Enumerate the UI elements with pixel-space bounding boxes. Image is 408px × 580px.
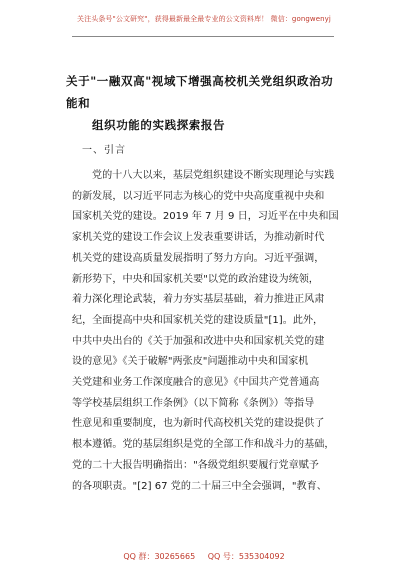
header-banner: 关注头条号"公文研究"，获得最新最全最专业的公文资料库！ 微信：gongwenyj [77,15,331,23]
body-line: 的新发展，以习近平同志为核心的党中央高度重视中央和 [72,190,325,202]
body-line: 关党建和业务工作深度融合的意见》《中国共产党普通高 [72,377,320,389]
title-line-1: 关于"一融双高"视域下增强高校机关党组织政治功能和 [66,74,334,110]
body-line: 性意见和重要制度，也为新时代高校机关党的建设提供了 [72,418,325,430]
body-line: 机关党的建设高质量发展指明了努力方向。习近平强调， [72,252,325,264]
body-line: 家机关党的建设工作会议上发表重要讲话，为推动新时代 [72,232,325,244]
footer-qq-number: QQ 号：535304092 [207,552,285,561]
body-line: 的各项职责。"[2] 67 党的二十届三中全会强调，"教育、 [72,480,327,492]
body-line: 党的十八大以来，基层党组织建设不断实现理论与实践 [92,170,335,181]
body-text [72,166,344,497]
section-heading: 一、引言 [82,145,126,156]
body-line: 等学校基层组织工作条例》（以下简称《条例》）等指导 [72,397,315,409]
body-line: 纪，全面提高中央和国家机关党的建设质量"[1]。此外， [72,314,324,326]
body-line: 设的意见》《关于破解"两张皮"问题推动中央和国家机 [72,356,309,368]
title-line-2: 组织功能的实践探索报告 [92,118,226,132]
body-line: 根本遵循。党的基层组织是党的全部工作和战斗力的基础， [72,439,335,451]
footer [0,551,408,562]
document-title [66,70,342,136]
body-line: 着力深化理论武装，着力夯实基层基础，着力推进正风肃 [72,294,325,306]
body-line: 新形势下，中央和国家机关要"以党的政治建设为统领， [72,273,319,285]
body-line: 国家机关党的建设。2019 年 7 月 9 日，习近平在中央和国 [72,211,339,223]
header-divider [72,36,334,37]
body-line: 中共中央出台的《关于加强和改进中央和国家机关党的建 [72,335,325,347]
body-line: 党的二十大报告明确指出："各级党组织要履行党章赋予 [72,459,319,471]
footer-qq-group: QQ 群：30265665 [123,552,196,561]
